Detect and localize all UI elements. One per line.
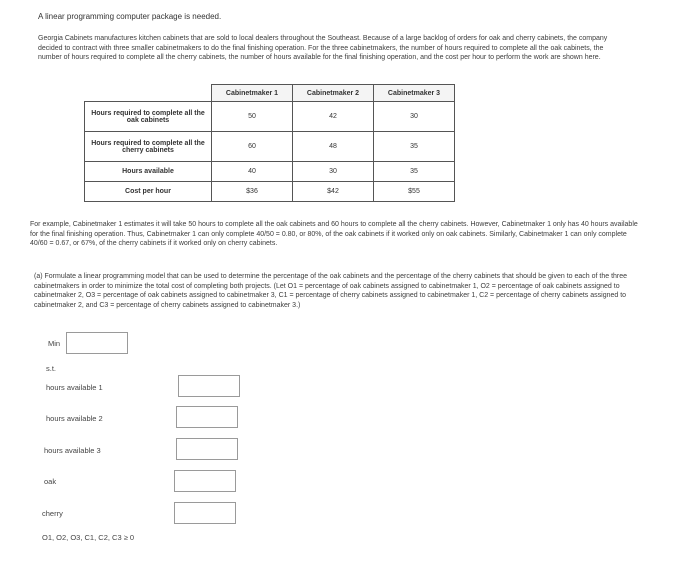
row-label-cherry-hours: Hours required to complete all the cherry cabinets	[85, 132, 212, 162]
cell: $36	[212, 182, 293, 202]
constraint-input-cherry[interactable]	[174, 502, 236, 524]
constraint-label-cherry: cherry	[42, 509, 63, 518]
objective-input[interactable]	[66, 332, 128, 354]
problem-paragraph: Georgia Cabinets manufactures kitchen cabinets that are sold to local dealers throughout the Southeast. Because of a large backlog of orders for oak and cherry cabinets, the company decided to contract with three smaller cabinetmakers to do the final finishing operation. For the three cabinetmakers, the number of hours required to complete all the oak cabinets, the number of hours required to complete all the cherry cabinets, the number of hours available for the final finishing operation, and the cost per hour to perform the work are shown here.	[38, 35, 608, 61]
cell: $55	[374, 182, 455, 202]
cell: 50	[212, 102, 293, 132]
constraint-input-hours-2[interactable]	[176, 406, 238, 428]
part-a-instructions: (a) Formulate a linear programming model that can be used to determine the percentage of the oak cabinets and the percentage of the cherry cabinets that should be given to each of the three cabinetmakers in order to minimize the total cost of completing both projects. (Let O1 = percentage of oak cabinets assigned to cabinetmaker 1, O2 = percentage of oak cabinets assigned to cabinetmaker 2, O3 = percentage of oak cabinets assigned to cabinetmaker 3, C1 = percentage of cherry cabinets assigned to cabinetmaker 1, C2 = percentage of cherry cabinets assigned to cabinetmaker 2, and C3 = percentage of cherry cabinets assigned to cabinetmaker 3.)	[34, 273, 628, 309]
cabinetmaker-table	[84, 84, 455, 202]
constraint-label-hours-3: hours available 3	[44, 446, 101, 455]
constraint-input-hours-1[interactable]	[178, 375, 240, 397]
cell: 60	[212, 132, 293, 162]
header-cabinetmaker-2: Cabinetmaker 2	[293, 85, 374, 102]
cell: 35	[374, 162, 455, 182]
constraint-input-hours-3[interactable]	[176, 438, 238, 460]
cell: 42	[293, 102, 374, 132]
row-label-cost-per-hour: Cost per hour	[85, 182, 212, 202]
table-header-row	[85, 85, 455, 102]
example-paragraph: For example, Cabinetmaker 1 estimates it will take 50 hours to complete all the oak cabinets and 60 hours to complete all the cherry cabinets. However, Cabinetmaker 1 only has 40 hours available for the final finishing operation. Thus, Cabinetmaker 1 can only complete 40/50 = 0.80, or 80%, of the oak cabinets if it worked only on oak cabinets. Similarly, Cabinetmaker 1 can only complete 40/60 = 0.67, or 67%, of the cherry cabinets if it worked only on cherry cabinets.	[30, 221, 638, 247]
constraint-input-oak[interactable]	[174, 470, 236, 492]
header-cabinetmaker-3: Cabinetmaker 3	[374, 85, 455, 102]
row-label-oak-hours: Hours required to complete all the oak cabinets	[85, 102, 212, 132]
cell: 35	[374, 132, 455, 162]
table-corner	[85, 85, 212, 102]
header-cabinetmaker-1: Cabinetmaker 1	[212, 85, 293, 102]
cell: $42	[293, 182, 374, 202]
constraint-label-oak: oak	[44, 477, 57, 486]
cell: 48	[293, 132, 374, 162]
table-row	[85, 132, 455, 162]
table-row	[85, 162, 455, 182]
intro-text: A linear programming computer package is needed.	[38, 12, 222, 21]
constraint-label-hours-1: hours available 1	[46, 383, 103, 392]
st-label: s.t.	[46, 364, 57, 373]
min-label: Min	[48, 339, 61, 348]
nonnegativity-constraint: O1, O2, O3, C1, C2, C3 ≥ 0	[42, 533, 135, 542]
cell: 40	[212, 162, 293, 182]
table-row	[85, 102, 455, 132]
table-row	[85, 182, 455, 202]
row-label-hours-available: Hours available	[85, 162, 212, 182]
cell: 30	[374, 102, 455, 132]
constraint-label-hours-2: hours available 2	[46, 414, 103, 423]
cell: 30	[293, 162, 374, 182]
